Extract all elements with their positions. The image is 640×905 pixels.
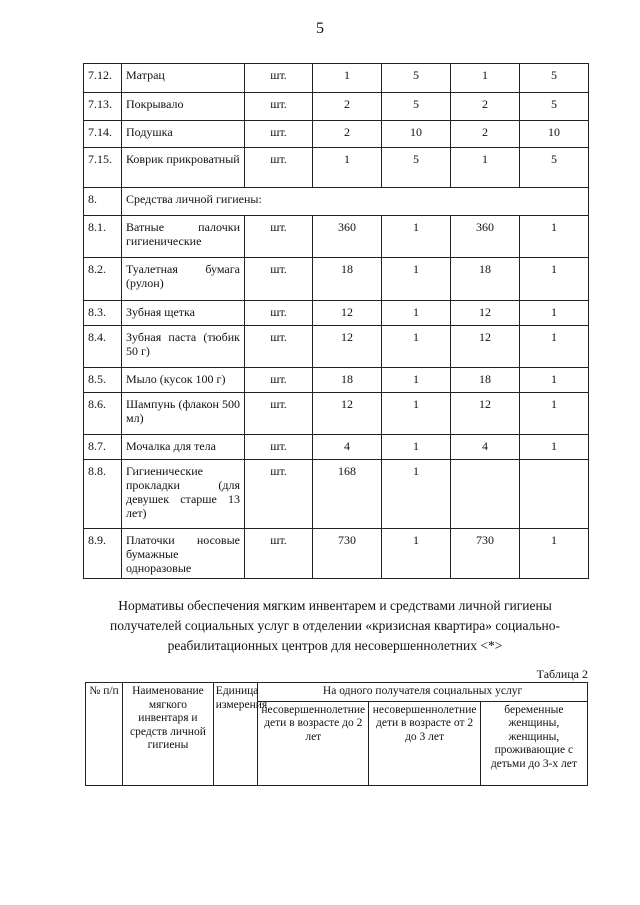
table-row — [84, 216, 589, 258]
table-row — [84, 529, 589, 579]
value-cell: 2 — [313, 121, 382, 148]
table-row — [84, 393, 589, 435]
heading-line-3: реабилитационных центров для несовершеннолетних <*> — [167, 638, 503, 653]
item-name: Коврик прикроватный — [122, 148, 245, 188]
value-cell: 2 — [313, 93, 382, 121]
value-cell — [451, 460, 520, 529]
item-name: Покрывало — [122, 93, 245, 121]
value-cell: 18 — [313, 368, 382, 393]
row-number: 7.15. — [84, 148, 122, 188]
table-row — [84, 460, 589, 529]
table-row — [84, 258, 589, 301]
table-row — [84, 93, 589, 121]
value-cell: 1 — [520, 258, 589, 301]
value-cell: 1 — [520, 301, 589, 326]
row-number: 7.12. — [84, 64, 122, 93]
table-row — [84, 64, 589, 93]
value-cell: 1 — [382, 435, 451, 460]
row-number: 8.2. — [84, 258, 122, 301]
unit-cell: шт. — [245, 121, 313, 148]
value-cell: 1 — [382, 301, 451, 326]
value-cell: 1 — [520, 216, 589, 258]
unit-cell: шт. — [245, 148, 313, 188]
value-cell: 5 — [520, 148, 589, 188]
value-cell: 10 — [382, 121, 451, 148]
value-cell: 12 — [313, 301, 382, 326]
value-cell: 1 — [382, 460, 451, 529]
value-cell: 18 — [313, 258, 382, 301]
value-cell: 10 — [520, 121, 589, 148]
row-number: 8.8. — [84, 460, 122, 529]
col-header-children-2-to-3: несовершеннолетние дети в возрасте от 2 до 3 лет — [369, 701, 480, 785]
value-cell: 360 — [313, 216, 382, 258]
value-cell: 5 — [382, 64, 451, 93]
value-cell: 1 — [520, 368, 589, 393]
item-name: Шампунь (флакон 500 мл) — [122, 393, 245, 435]
row-number: 7.13. — [84, 93, 122, 121]
section-title: Средства личной гигиены: — [122, 188, 589, 216]
value-cell — [520, 460, 589, 529]
value-cell: 1 — [520, 326, 589, 368]
table-row — [84, 121, 589, 148]
hygiene-norms-table-continued — [83, 63, 589, 579]
value-cell: 1 — [382, 216, 451, 258]
item-name: Мыло (кусок 100 г) — [122, 368, 245, 393]
heading-line-2: получателей социальных услуг в отделении «кризисная квартира» социально- — [110, 618, 560, 633]
value-cell: 12 — [313, 326, 382, 368]
value-cell: 1 — [451, 148, 520, 188]
item-name: Матрац — [122, 64, 245, 93]
row-number: 8.1. — [84, 216, 122, 258]
col-header-number: № п/п — [86, 683, 123, 786]
unit-cell: шт. — [245, 368, 313, 393]
value-cell: 12 — [451, 393, 520, 435]
row-number: 8.7. — [84, 435, 122, 460]
unit-cell: шт. — [245, 216, 313, 258]
value-cell: 2 — [451, 93, 520, 121]
value-cell: 168 — [313, 460, 382, 529]
value-cell: 730 — [313, 529, 382, 579]
value-cell: 1 — [382, 326, 451, 368]
unit-cell: шт. — [245, 93, 313, 121]
value-cell: 12 — [451, 326, 520, 368]
unit-cell: шт. — [245, 393, 313, 435]
row-number: 8.9. — [84, 529, 122, 579]
unit-cell: шт. — [245, 301, 313, 326]
value-cell: 18 — [451, 368, 520, 393]
value-cell: 5 — [520, 64, 589, 93]
value-cell: 1 — [382, 258, 451, 301]
value-cell: 1 — [520, 393, 589, 435]
value-cell: 5 — [520, 93, 589, 121]
page-number: 5 — [316, 20, 324, 37]
value-cell: 1 — [451, 64, 520, 93]
item-name: Ватные палочки гигиенические — [122, 216, 245, 258]
row-number: 7.14. — [84, 121, 122, 148]
col-header-group: На одного получателя социальных услуг — [258, 683, 588, 702]
table-section-row — [84, 188, 589, 216]
value-cell: 1 — [382, 368, 451, 393]
row-number: 8.4. — [84, 326, 122, 368]
value-cell: 5 — [382, 93, 451, 121]
value-cell: 5 — [382, 148, 451, 188]
item-name: Зубная паста (тюбик 50 г) — [122, 326, 245, 368]
value-cell: 4 — [451, 435, 520, 460]
table-label: Таблица 2 — [536, 667, 588, 681]
value-cell: 1 — [520, 529, 589, 579]
value-cell: 18 — [451, 258, 520, 301]
row-number: 8.5. — [84, 368, 122, 393]
value-cell: 730 — [451, 529, 520, 579]
value-cell: 1 — [382, 393, 451, 435]
value-cell: 1 — [520, 435, 589, 460]
table-row — [84, 326, 589, 368]
unit-cell: шт. — [245, 529, 313, 579]
value-cell: 1 — [382, 529, 451, 579]
row-number: 8. — [84, 188, 122, 216]
table2-heading — [60, 596, 610, 656]
unit-cell: шт. — [245, 460, 313, 529]
unit-cell: шт. — [245, 435, 313, 460]
table2-header — [85, 682, 588, 786]
col-header-pregnant-women: беременные женщины, женщины, проживающие с детьми до 3-х лет — [480, 701, 587, 785]
item-name: Платочки носовые бумажные одноразовые — [122, 529, 245, 579]
item-name: Мочалка для тела — [122, 435, 245, 460]
table-row — [84, 368, 589, 393]
value-cell: 2 — [451, 121, 520, 148]
heading-line-1: Нормативы обеспечения мягким инвентарем и средствами личной гигиены — [118, 598, 552, 613]
item-name: Зубная щетка — [122, 301, 245, 326]
value-cell: 12 — [313, 393, 382, 435]
table-row — [84, 301, 589, 326]
unit-cell: шт. — [245, 258, 313, 301]
col-header-name: Наименование мягкого инвентаря и средств личной гигиены — [123, 683, 214, 786]
unit-cell: шт. — [245, 64, 313, 93]
item-name: Туалетная бумага (рулон) — [122, 258, 245, 301]
table-row — [84, 435, 589, 460]
value-cell: 1 — [313, 64, 382, 93]
col-header-children-under-2: несовершеннолетние дети в возрасте до 2 лет — [258, 701, 369, 785]
value-cell: 4 — [313, 435, 382, 460]
row-number: 8.6. — [84, 393, 122, 435]
unit-cell: шт. — [245, 326, 313, 368]
value-cell: 360 — [451, 216, 520, 258]
value-cell: 1 — [313, 148, 382, 188]
item-name: Гигиенические прокладки (для девушек старше 13 лет) — [122, 460, 245, 529]
value-cell: 12 — [451, 301, 520, 326]
col-header-unit: Единица измерения — [213, 683, 257, 786]
table-row — [84, 148, 589, 188]
item-name: Подушка — [122, 121, 245, 148]
row-number: 8.3. — [84, 301, 122, 326]
